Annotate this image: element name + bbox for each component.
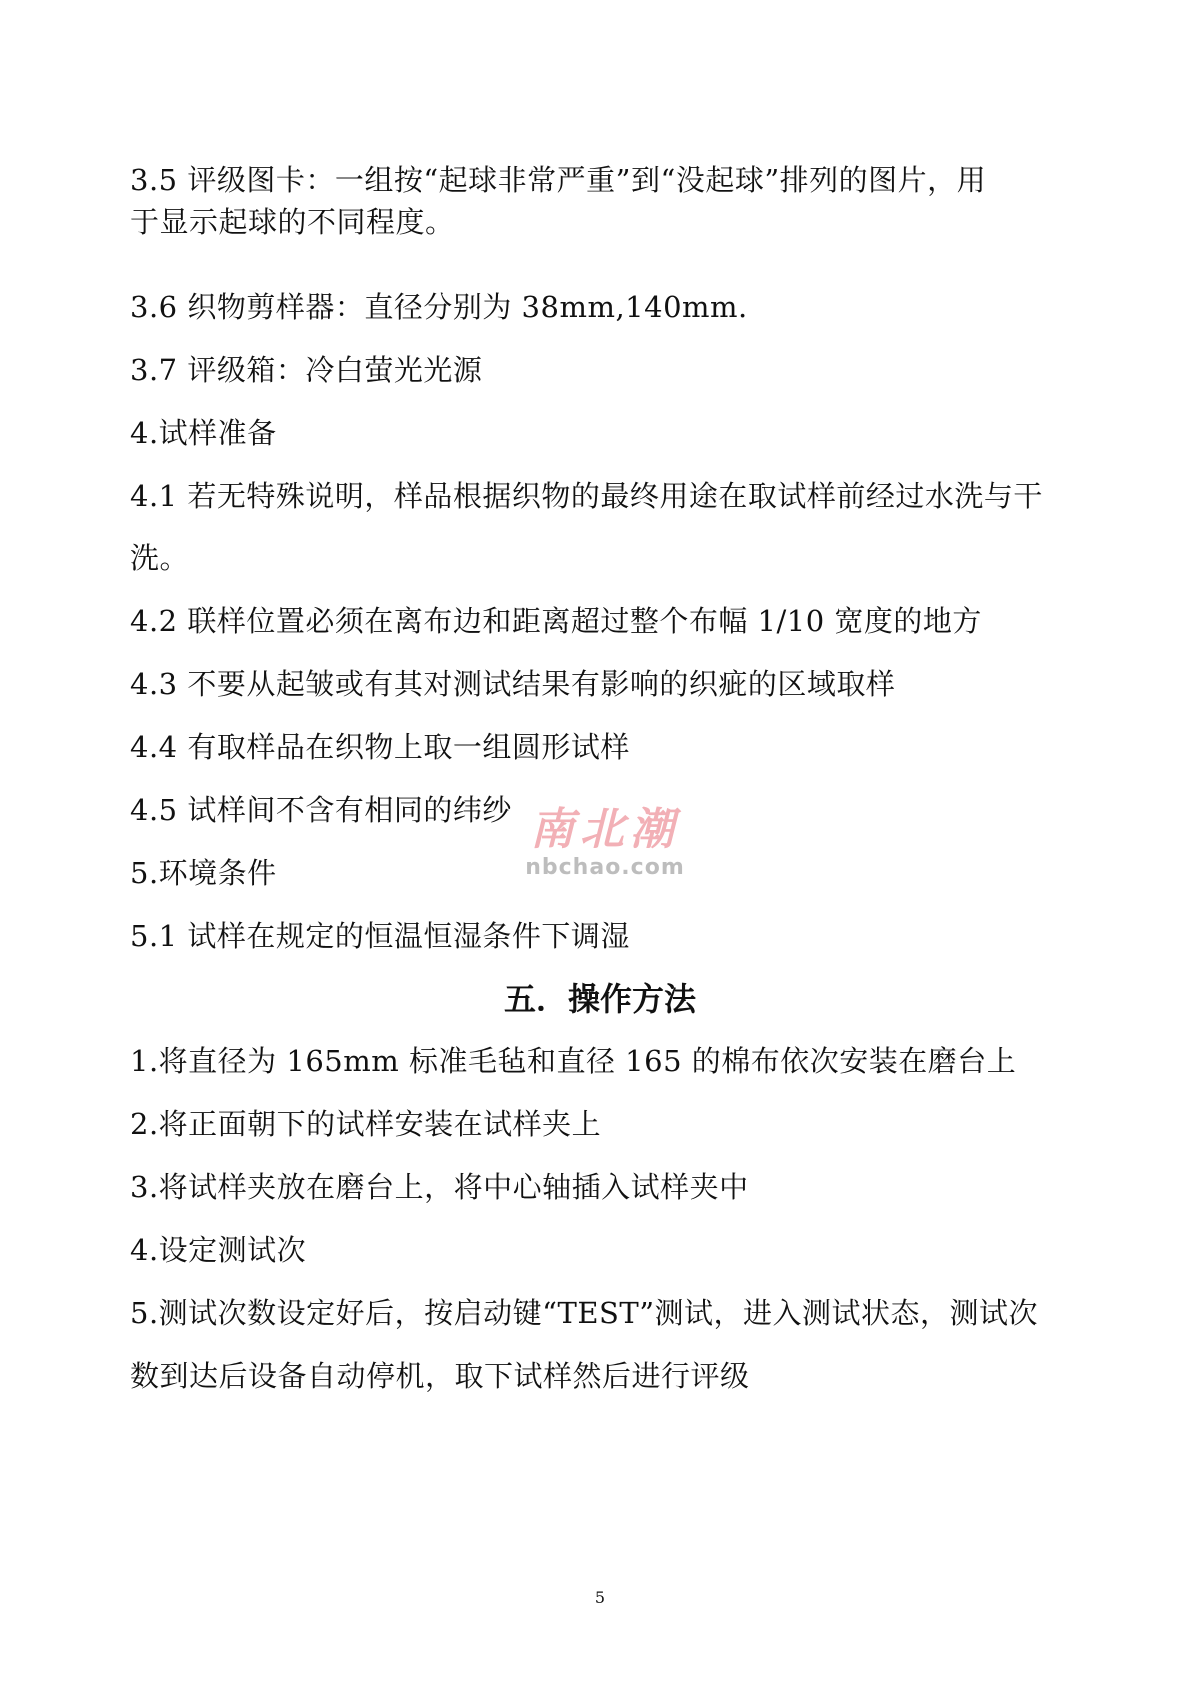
paragraph-line: 3.7 评级箱：冷白萤光光源 [130, 353, 483, 387]
page-number: 5 [594, 1588, 606, 1607]
section-heading: 五．操作方法 [503, 980, 696, 1018]
step-line: 5.测试次数设定好后，按启动键“TEST”测试，进入测试状态，测试次 [130, 1296, 1039, 1330]
watermark-chinese: 南北潮 [530, 804, 680, 855]
paragraph-line: 4.5 试样间不含有相同的纬纱 [130, 793, 512, 827]
step-line: 数到达后设备自动停机，取下试样然后进行评级 [130, 1359, 750, 1393]
paragraph-line: 5.1 试样在规定的恒温恒湿条件下调湿 [130, 919, 630, 953]
step-line: 3.将试样夹放在磨台上，将中心轴插入试样夹中 [130, 1170, 749, 1204]
step-line: 4.设定测试次 [130, 1233, 307, 1267]
step-line: 1.将直径为 165mm 标准毛毡和直径 165 的棉布依次安装在磨台上 [130, 1044, 1017, 1078]
paragraph-line: 3.6 织物剪样器：直径分别为 38mm,140mm. [130, 290, 748, 324]
paragraph-line: 5.环境条件 [130, 856, 277, 890]
paragraph-line: 4.试样准备 [130, 416, 277, 450]
paragraph-line: 4.4 有取样品在织物上取一组圆形试样 [130, 730, 630, 764]
watermark-logo [515, 805, 695, 895]
paragraph-line: 4.2 联样位置必须在离布边和距离超过整个布幅 1/10 宽度的地方 [130, 604, 982, 638]
paragraph-line: 3.5 评级图卡：一组按“起球非常严重”到“没起球”排列的图片，用 [130, 163, 987, 197]
paragraph-line: 洗。 [130, 541, 190, 575]
paragraph-line: 4.1 若无特殊说明，样品根据织物的最终用途在取试样前经过水洗与干 [130, 479, 1043, 513]
paragraph-line: 于显示起球的不同程度。 [130, 205, 455, 239]
paragraph-line: 4.3 不要从起皱或有其对测试结果有影响的织疵的区域取样 [130, 667, 896, 701]
watermark-domain: nbchao.com [525, 855, 685, 880]
step-line: 2.将正面朝下的试样安装在试样夹上 [130, 1107, 602, 1141]
